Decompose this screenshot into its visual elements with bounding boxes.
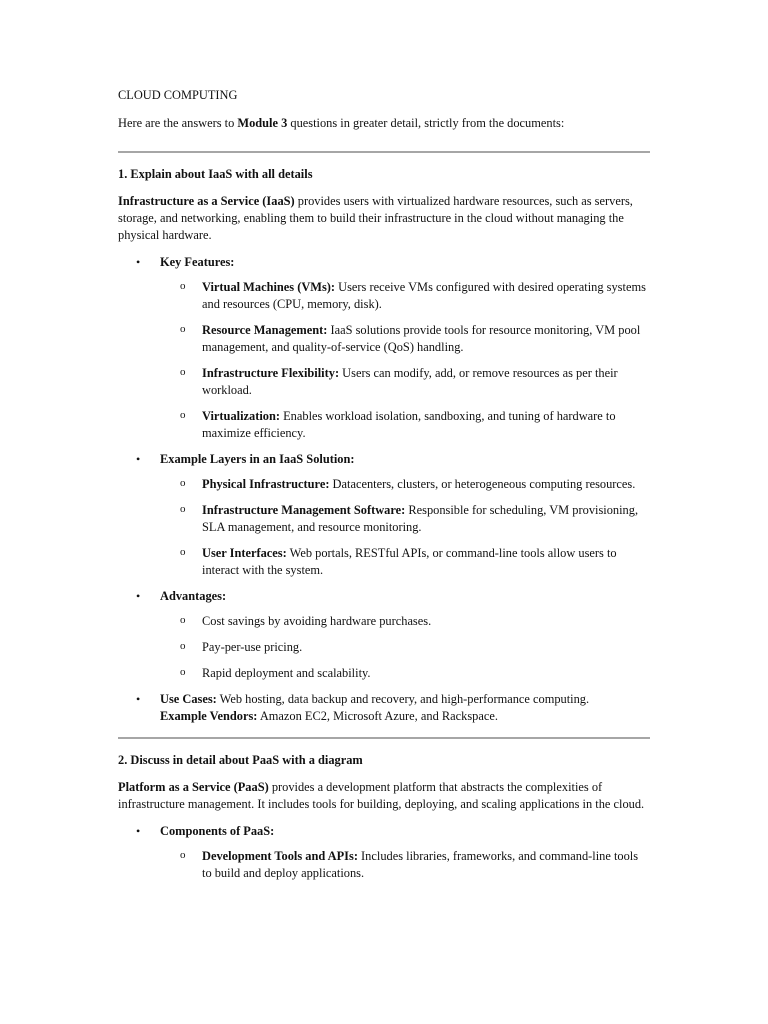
- item-text: Datacenters, clusters, or heterogeneous computing resources.: [329, 477, 636, 491]
- section-1-heading: 1. Explain about IaaS with all details: [118, 167, 313, 181]
- key-features-sublist: [160, 279, 650, 442]
- item-text: Responsible for scheduling, VM provisioning, SLA management, and resource monitoring.: [202, 503, 639, 534]
- document-page: [118, 87, 650, 891]
- bullet-circle-icon: o: [180, 323, 186, 335]
- bullet-circle-icon: o: [180, 849, 186, 861]
- item-term: User Interfaces:: [202, 546, 287, 560]
- section-2-list: [118, 823, 650, 882]
- sublist-item: [160, 476, 650, 493]
- use-cases-text: Web hosting, data backup and recovery, and high-performance computing.: [216, 692, 590, 706]
- intro-text-start: Here are the answers to: [118, 116, 238, 130]
- item-text: Cost savings by avoiding hardware purchases.: [202, 614, 432, 628]
- bullet-circle-icon: o: [180, 614, 186, 626]
- bullet-circle-icon: o: [180, 409, 186, 421]
- item-term: Resource Management:: [202, 323, 328, 337]
- sublist-item: [160, 613, 650, 630]
- section-1-intro-text: provides users with virtualized hardware resources, such as servers, storage, and networking, enabling them to build their infrastructure in the cloud without managing the physical hardware.: [118, 194, 633, 242]
- item-text: Rapid deployment and scalability.: [202, 666, 371, 680]
- bullet-disc-icon: •: [136, 692, 141, 706]
- intro-module-label: Module 3: [237, 116, 288, 130]
- bullet-disc-icon: •: [136, 255, 141, 269]
- bullet-disc-icon: •: [136, 589, 141, 603]
- list-item-key-features: [118, 254, 650, 442]
- item-text: Users can modify, add, or remove resources as per their workload.: [202, 366, 618, 397]
- list-label: Example Layers in an IaaS Solution:: [160, 452, 355, 466]
- vendors-label: Example Vendors:: [160, 709, 258, 723]
- sublist-item: [160, 365, 650, 399]
- bullet-circle-icon: o: [180, 280, 186, 292]
- list-item-advantages: [118, 588, 650, 682]
- item-text: IaaS solutions provide tools for resource monitoring, VM pool management, and quality-of-service (QoS) handling.: [202, 323, 641, 354]
- list-label: Use Cases:: [160, 692, 217, 706]
- list-item-components: [118, 823, 650, 882]
- list-item-example-layers: [118, 451, 650, 579]
- item-term: Physical Infrastructure:: [202, 477, 330, 491]
- sublist-item: [160, 665, 650, 682]
- layers-sublist: [160, 476, 650, 579]
- item-text: Enables workload isolation, sandboxing, and tuning of hardware to maximize efficiency.: [202, 409, 616, 440]
- section-1-intro: [118, 193, 650, 244]
- list-label: Advantages:: [160, 589, 227, 603]
- sublist-item: [160, 408, 650, 442]
- section-1-list: [118, 254, 650, 725]
- bullet-circle-icon: o: [180, 666, 186, 678]
- sublist-item: [160, 322, 650, 356]
- item-text: Includes libraries, frameworks, and command-line tools to build and deploy applications.: [202, 849, 639, 880]
- bullet-circle-icon: o: [180, 366, 186, 378]
- item-term: Virtual Machines (VMs):: [202, 280, 336, 294]
- sublist-item: [160, 639, 650, 656]
- item-term: Development Tools and APIs:: [202, 849, 358, 863]
- item-text: Web portals, RESTful APIs, or command-line tools allow users to interact with the system.: [202, 546, 617, 577]
- bullet-circle-icon: o: [180, 640, 186, 652]
- item-term: Virtualization:: [202, 409, 281, 423]
- item-term: Infrastructure Management Software:: [202, 503, 406, 517]
- sublist-item: [160, 545, 650, 579]
- bullet-disc-icon: •: [136, 824, 141, 838]
- intro-paragraph: [118, 115, 650, 132]
- intro-text-end: questions in greater detail, strictly from the documents:: [287, 116, 565, 130]
- sublist-item: [160, 848, 650, 882]
- bullet-disc-icon: •: [136, 452, 141, 466]
- sublist-item: [160, 502, 650, 536]
- section-2-intro-term: Platform as a Service (PaaS): [118, 780, 269, 794]
- section-2-intro: [118, 779, 650, 813]
- advantages-sublist: [160, 613, 650, 682]
- item-text: Users receive VMs configured with desired operating systems and resources (CPU, memory, disk).: [202, 280, 646, 311]
- document-title: CLOUD COMPUTING: [118, 88, 238, 102]
- sublist-item: [160, 279, 650, 313]
- item-text: Pay-per-use pricing.: [202, 640, 303, 654]
- section-divider: [118, 151, 650, 153]
- bullet-circle-icon: o: [180, 503, 186, 515]
- section-1-intro-term: Infrastructure as a Service (IaaS): [118, 194, 295, 208]
- list-label: Components of PaaS:: [160, 824, 275, 838]
- bullet-circle-icon: o: [180, 546, 186, 558]
- section-divider: [118, 737, 650, 739]
- section-2-intro-text: provides a development platform that abstracts the complexities of infrastructure management. It includes tools for building, deploying, and scaling applications in the cloud.: [118, 780, 645, 811]
- components-sublist: [160, 848, 650, 882]
- list-label: Key Features:: [160, 255, 235, 269]
- item-term: Infrastructure Flexibility:: [202, 366, 340, 380]
- list-item-use-cases: [118, 691, 650, 725]
- bullet-circle-icon: o: [180, 477, 186, 489]
- section-2-heading: 2. Discuss in detail about PaaS with a diagram: [118, 753, 363, 767]
- vendors-text: Amazon EC2, Microsoft Azure, and Rackspace.: [257, 709, 498, 723]
